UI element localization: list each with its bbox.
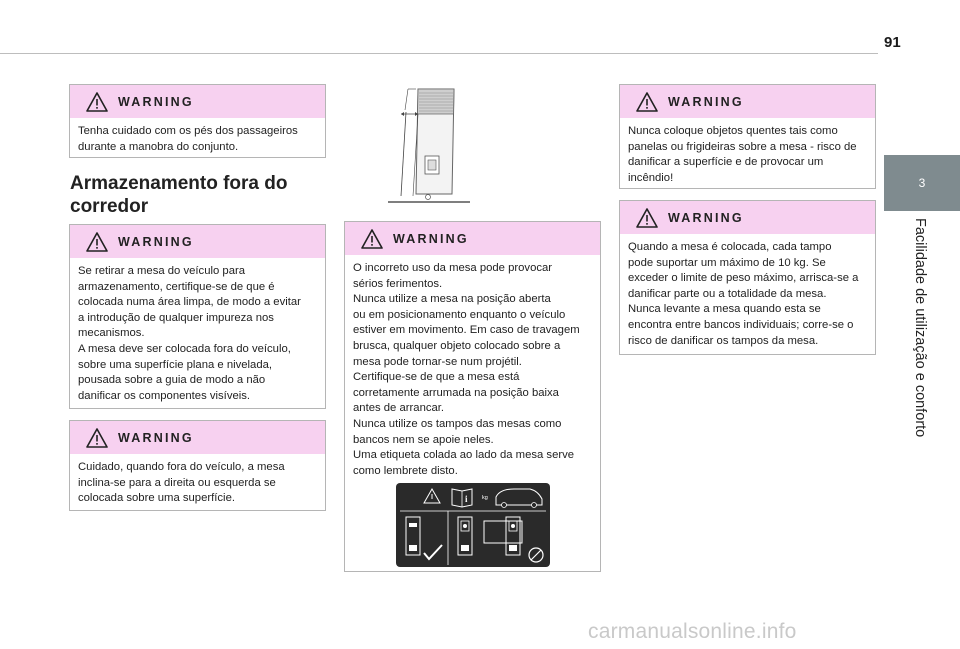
warning-line: danificar os componentes visíveis.	[78, 389, 251, 402]
table-storage-illustration	[388, 84, 470, 206]
warning-header	[620, 85, 875, 118]
warning-line: armazenamento, certifique-se de que é	[78, 280, 275, 293]
warning-header	[70, 85, 325, 118]
warning-line: Nunca coloque objetos quentes tais como	[628, 125, 838, 137]
warning-line: Nunca utilize a mesa na posição aberta	[353, 293, 551, 306]
warning-box	[619, 84, 876, 189]
warning-line: Uma etiqueta colada ao lado da mesa serve	[353, 449, 575, 462]
warning-box	[619, 200, 876, 355]
warning-line: bancos nem se apoie neles.	[353, 433, 494, 446]
warning-header	[620, 201, 875, 234]
warning-line: colocada sobre uma superfície.	[78, 492, 235, 505]
warning-line: Certifique-se de que a mesa está	[353, 371, 520, 384]
warning-line: pode suportar um máximo de 10 kg. Se	[628, 256, 826, 269]
warning-label: WARNING	[668, 210, 744, 225]
warning-line: corretamente arrumada na posição baixa	[353, 386, 559, 399]
warning-triangle-icon	[636, 208, 658, 228]
warning-line: colocada numa área limpa, de modo a evitar	[78, 296, 301, 309]
warning-header	[70, 225, 325, 258]
warning-line: panelas ou frigideiras sobre a mesa - risco de	[628, 140, 857, 153]
warning-text	[70, 258, 325, 412]
warning-line: Quando a mesa é colocada, cada tampo	[628, 241, 832, 253]
warning-text	[70, 118, 325, 163]
warning-line: sobre uma superfície plana e nivelada,	[78, 358, 273, 371]
warning-line: estiver em movimento. Em caso de travagem	[353, 324, 580, 337]
warning-line: ou em posicionamento enquanto o veículo	[353, 308, 566, 321]
warning-line: como lembrete disto.	[353, 464, 458, 477]
warning-text	[70, 454, 325, 515]
warning-box	[69, 420, 326, 511]
warning-label: WARNING	[393, 231, 469, 246]
warning-line: encontra entre bancos individuais; corre-se o	[628, 318, 854, 331]
warning-line: mesa pode tornar-se num projétil.	[353, 355, 522, 368]
page-number: 91	[884, 34, 901, 51]
warning-line: Nunca utilize os tampos das mesas como	[353, 417, 562, 430]
warning-box	[69, 224, 326, 409]
warning-triangle-icon	[361, 229, 383, 249]
warning-line: danificar a superfície e de provocar um	[628, 156, 824, 169]
warning-line: incêndio!	[628, 171, 674, 184]
warning-line: danificar parte ou a totalidade da mesa.	[628, 287, 827, 300]
watermark: carmanualsonline.info	[588, 620, 797, 643]
warning-line: a introdução de qualquer impureza nos	[78, 311, 274, 324]
warning-line: mecanismos.	[78, 327, 145, 340]
warning-text	[620, 234, 875, 357]
warning-line: exceder o limite de peso máximo, arrisca-se a	[628, 272, 859, 285]
warning-line: antes de arrancar.	[353, 402, 445, 415]
warning-line: inclina-se para a direita ou esquerda se	[78, 476, 276, 489]
warning-line: Tenha cuidado com os pés dos passageiros	[78, 125, 298, 137]
warning-line: Nunca levante a mesa quando esta se	[628, 303, 821, 316]
warning-line: O incorreto uso da mesa pode provocar	[353, 262, 553, 274]
chapter-tab[interactable]: 3	[884, 155, 960, 211]
info-glyph: i	[465, 494, 468, 504]
warning-line: pousada sobre a guia de modo a não	[78, 374, 266, 387]
warning-triangle-icon	[86, 428, 108, 448]
warning-line: brusca, qualquer objeto colocado sobre a	[353, 339, 561, 352]
warning-header	[345, 222, 600, 255]
warning-triangle-icon	[86, 232, 108, 252]
warning-line: A mesa deve ser colocada fora do veículo,	[78, 342, 291, 355]
warning-header	[70, 421, 325, 454]
section-title: Armazenamento fora do corredor	[70, 173, 288, 217]
chapter-title: Facilidade de utilização e conforto	[912, 218, 928, 438]
warning-line: risco de danificar os tampos da mesa.	[628, 334, 819, 347]
warning-sticker-illustration	[396, 483, 550, 567]
warning-label: WARNING	[118, 430, 194, 445]
warning-triangle-icon	[86, 92, 108, 112]
warning-line: Se retirar a mesa do veículo para	[78, 265, 246, 277]
warning-line: durante a manobra do conjunto.	[78, 140, 239, 153]
warning-box	[69, 84, 326, 158]
warning-triangle-icon	[636, 92, 658, 112]
warning-label: WARNING	[118, 234, 194, 249]
header-rule	[0, 53, 878, 54]
warning-label: WARNING	[668, 94, 744, 109]
warning-line: sérios ferimentos.	[353, 277, 443, 290]
warning-text	[620, 118, 875, 194]
warning-line: Cuidado, quando fora do veículo, a mesa	[78, 461, 285, 473]
weight-glyph: kg	[482, 495, 488, 501]
warning-label: WARNING	[118, 94, 194, 109]
warning-text	[345, 255, 600, 487]
